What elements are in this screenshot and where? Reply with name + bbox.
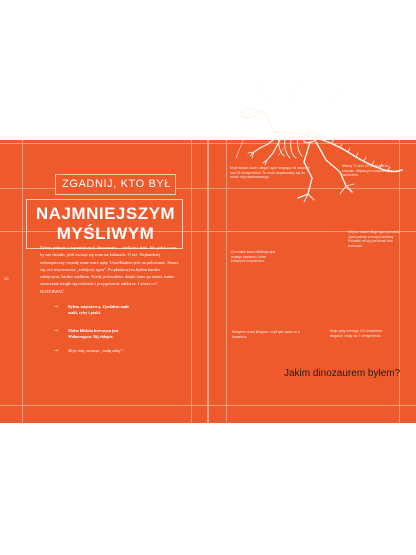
note-arm: Mierzę 71 kolo 19 centymetrów korpusu. Większym uczyniłem się ramieniem. — [342, 164, 393, 178]
clue-2: Moim bliskim krewnym jest Wełnorogacz. Bij chłopie. — [68, 328, 119, 339]
arrow-icon: → — [54, 328, 59, 334]
header-small-box — [55, 174, 176, 195]
note-weight: Ważyłem mniej kilogram, czyli tyle samo co 6 kanarków. — [232, 330, 300, 339]
dinosaur-skeleton-illustration — [218, 48, 408, 248]
header-small-text: ZGADNIJ, KTO BYŁ — [62, 178, 172, 190]
note-teeth: Moje zęby mierzyły 2,5 centymetra długości, miały się 7 centymetrów. — [330, 329, 383, 338]
clue-1: Byłem mięsożercą. Zjadałem małe ssaki, ryby i ptaki. — [68, 304, 130, 315]
note-feet: Mój tuż nawet długi ogon pierwszy ogon połowy w mojej odmiany. Pozwala mi się porównać bez trudności. — [348, 230, 400, 248]
clue-3: Moje imię oznacza „małą zołzę”. — [68, 348, 124, 353]
page-number: 20 — [4, 276, 9, 281]
arrow-icon: → — [54, 304, 59, 310]
page-gutter — [207, 140, 209, 423]
header-big-box — [26, 199, 183, 249]
grid-line — [191, 140, 192, 423]
body-paragraph: Byłem jednym z najmniejszych dinozaurów – wielkości kota. Ale jadać z was by nie chciało, jeśli zwinąć się wam na kolanach. O nie. Najbardziej niebezpieczny czyniły mnie ostre zęby. Uwielbiałem jeść na polowanie. Strzeż się, oto trzyczasowy „zabójczy zgon”. Po płaskowyżu byłem bardzo zabójczym, bardzo szybkim. Kiedy polowałem, dzięki temu po ziemi, żadne stworzenie mogło się uchronić i przygotować zdobycz. I wiesz co? BOŻERWAĆ. — [40, 245, 179, 294]
question-heading: Jakim dinozaurem byłem? — [284, 368, 401, 379]
grid-line — [22, 140, 23, 423]
header-big-line1: NAJMNIEJSZYM — [35, 204, 176, 223]
note-bones: Cieniutkie kości-bliskiego jest mojego dystansu, które krewnymi rozpoznano. — [231, 250, 276, 264]
note-tail: Moje bardzo duże i długie ogon biegnący mi stworzył nad 28 centymetrów. Ta może dopasowany się do moich nóg miarkowanego. — [230, 166, 310, 180]
arrow-icon: → — [54, 348, 59, 354]
header-big-line2: MYŚLIWYM — [56, 224, 155, 243]
